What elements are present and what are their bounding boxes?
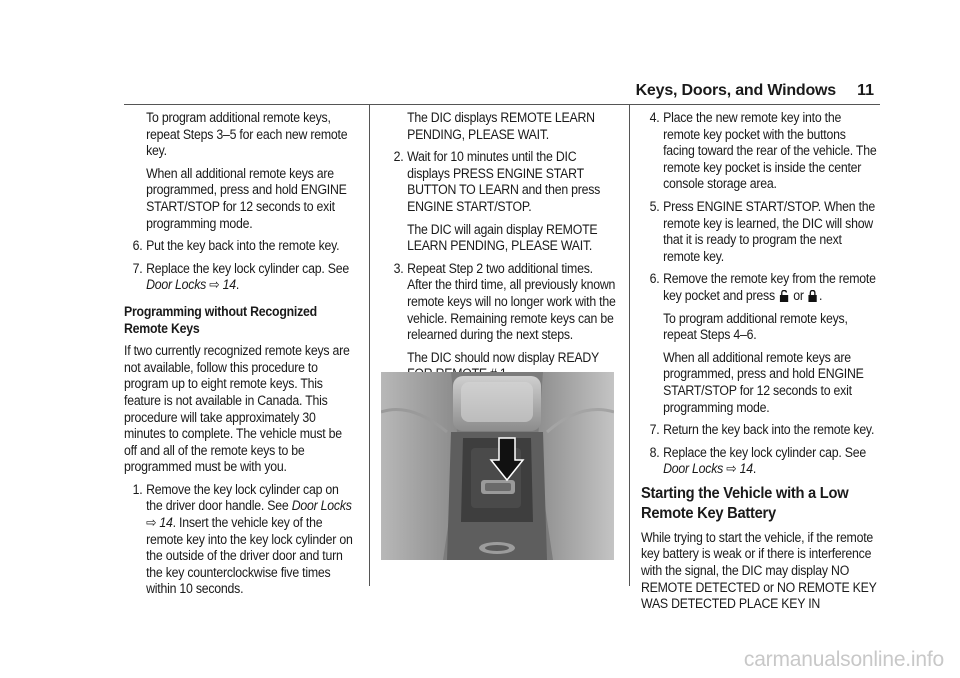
- step-text-part: Remove the remote key from the remote key pocket and press: [663, 271, 876, 303]
- step-number: 3.: [393, 260, 404, 276]
- section-heading: Starting the Vehicle with a Low Remote Key Battery: [641, 484, 849, 522]
- watermark: carmanualsonline.info: [743, 648, 944, 671]
- paragraph: While trying to start the vehicle, if the remote key battery is weak or if there is interference with the signal, the DIC may display NO REMOTE DETECTED or NO REMOTE KEY WAS DETECTED PLACE KEY IN: [641, 529, 877, 612]
- step-text: [146, 482, 356, 598]
- step-number: 1.: [132, 481, 143, 497]
- section-title: Keys, Doors, and Windows: [635, 82, 836, 99]
- step-text: Place the new remote key into the remote key pocket with the buttons facing toward the rear of the vehicle. The remote key pocket is inside the center console storage area.: [663, 110, 877, 192]
- step-number: 7.: [649, 422, 660, 438]
- page-arrow-icon: ⇨: [146, 515, 157, 531]
- step-text-part: or: [793, 287, 804, 303]
- paragraph: The DIC displays REMOTE LEARN PENDING, PLEASE WAIT.: [407, 110, 595, 142]
- page-header: [124, 82, 880, 105]
- cross-reference-page[interactable]: 14: [159, 515, 173, 531]
- paragraph: When all additional remote keys are programmed, press and hold ENGINE START/STOP for 12 seconds to exit programming mode.: [146, 165, 347, 231]
- console-illustration: [381, 372, 614, 560]
- paragraph: To program additional remote keys, repeat Steps 4–6.: [663, 310, 848, 343]
- step-text: [663, 271, 880, 304]
- column-divider: [629, 104, 630, 586]
- column-middle: [385, 110, 619, 389]
- cross-reference-link[interactable]: Door Locks: [146, 277, 207, 293]
- list-item: [641, 110, 880, 193]
- list-item: [124, 482, 356, 598]
- page-arrow-icon: ⇨: [209, 277, 220, 293]
- step-text-part: Remove the key lock cylinder cap on the driver door handle. See: [146, 481, 339, 514]
- punctuation: .: [235, 277, 240, 293]
- column-right: [641, 110, 880, 619]
- paragraph: If two currently recognized remote keys are not available, follow this procedure to program up to eight remote keys. This feature is not available in Canada. This procedure will take approximately 30 minutes to complete. The vehicle must be off and all of the remote keys to be programmed must be with you.: [124, 343, 350, 475]
- list-item: [385, 149, 619, 215]
- step-number: 8.: [649, 444, 660, 460]
- list-item: [641, 199, 880, 265]
- step-text: Repeat Step 2 two additional times. After the third time, all previously known remote keys will no longer work with the vehicle. Remaining remote keys can be relearned during the next steps.: [407, 260, 616, 343]
- list-item: [641, 271, 880, 304]
- paragraph: The DIC should now display READY: [407, 349, 599, 365]
- step-number: 5.: [649, 198, 660, 214]
- lock-icon: [808, 290, 818, 302]
- column-left: [124, 110, 356, 604]
- step-number: 6.: [132, 238, 143, 254]
- step-text-part: . Insert the vehicle key of the remote key into the key lock cylinder on the outside of the driver door and turn the key counterclockwise five times within 10 seconds.: [146, 515, 353, 597]
- console-pocket-photo: [381, 372, 614, 560]
- step-text: Wait for 10 minutes until the DIC displays PRESS ENGINE START BUTTON TO LEARN and then press ENGINE START/STOP.: [407, 149, 601, 214]
- step-text: Return the key back into the remote key.: [663, 422, 875, 438]
- list-item: [385, 261, 619, 344]
- column-divider: [369, 104, 370, 586]
- list-item: [124, 238, 356, 255]
- step-text-part: Replace the key lock cylinder cap. See: [663, 444, 866, 460]
- paragraph: When all additional remote keys are programmed, press and hold ENGINE START/STOP for 12 seconds to exit programming mode.: [663, 349, 864, 415]
- step-number: 4.: [649, 110, 660, 125]
- punctuation: .: [818, 287, 823, 303]
- step-text: Put the key back into the remote key.: [146, 238, 340, 254]
- unlock-icon: [779, 290, 789, 302]
- paragraph: The DIC will again display REMOTE LEARN PENDING, PLEASE WAIT.: [407, 221, 598, 254]
- list-item: [641, 422, 880, 439]
- page-arrow-icon: ⇨: [726, 461, 737, 477]
- step-text: [146, 261, 356, 294]
- step-text-part: Replace the key lock cylinder cap. See: [146, 260, 349, 276]
- step-number: 7.: [132, 260, 143, 276]
- step-text: Press ENGINE START/STOP. When the remote key is learned, the DIC will show that it is ready to program the next remote key.: [663, 198, 876, 264]
- punctuation: .: [752, 461, 757, 477]
- cross-reference-link[interactable]: Door Locks: [663, 461, 724, 477]
- cross-reference-page[interactable]: 14: [739, 461, 753, 477]
- step-text: [663, 445, 880, 478]
- cross-reference-page[interactable]: 14: [222, 277, 236, 293]
- step-number: 6.: [649, 271, 660, 287]
- subheading: Programming without Recognized Remote Keys: [124, 303, 317, 336]
- list-item: [124, 261, 356, 294]
- paragraph: To program additional remote keys, repeat Steps 3–5 for each new remote key.: [146, 110, 348, 159]
- list-item: [641, 445, 880, 478]
- step-number: 2.: [393, 149, 404, 165]
- cross-reference-link[interactable]: Door Locks: [291, 498, 352, 514]
- page-number: 11: [857, 82, 874, 99]
